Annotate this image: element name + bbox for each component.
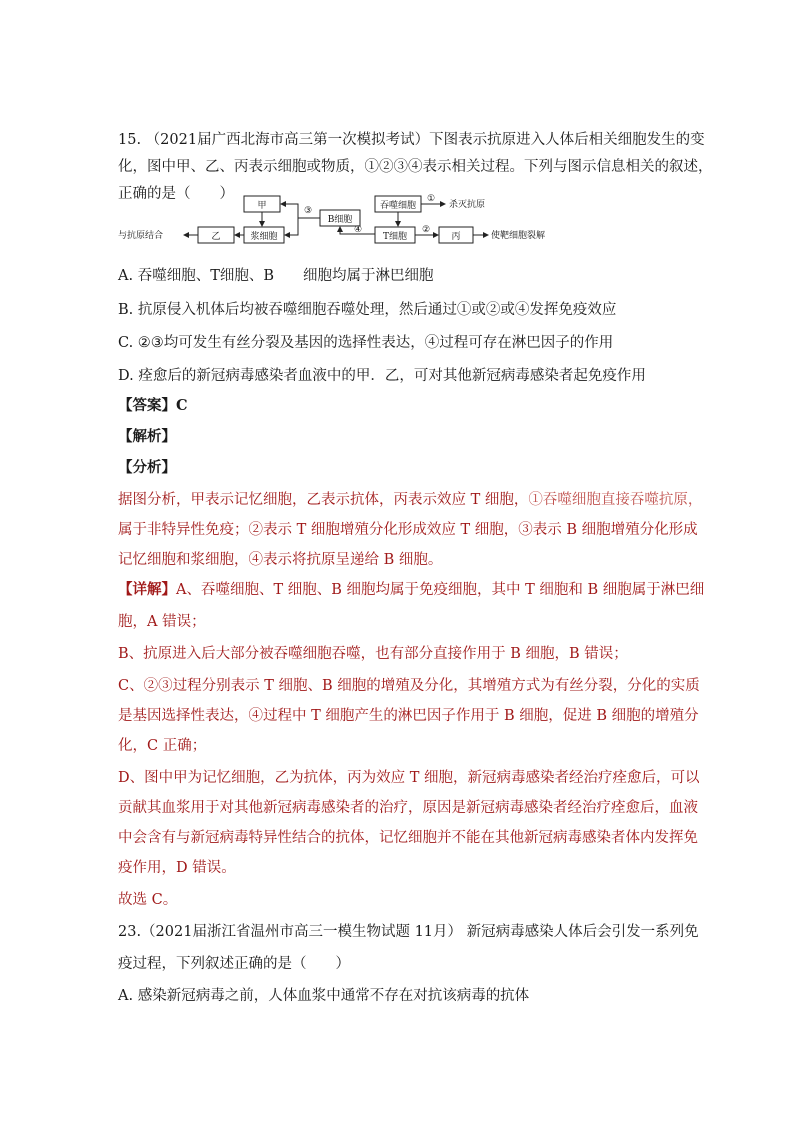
label-p3: ③	[303, 206, 313, 216]
arrow-b-plasma	[285, 218, 298, 235]
analysis-line-2: 属于非特异性免疫；②表示 T 细胞增殖分化形成效应 T 细胞，③表示 B 细胞增殖分化形成	[118, 522, 698, 538]
analysis-line-3: 记忆细胞和浆细胞，④表示将抗原呈递给 B 细胞。	[118, 552, 443, 568]
q23-option-a: A. 感染新冠病毒之前，人体血浆中通常不存在对抗该病毒的抗体	[118, 988, 530, 1004]
label-lyse-target: 使靶细胞裂解	[491, 231, 546, 241]
label-phagocyte: 吞噬细胞	[379, 201, 417, 211]
detail-line-1	[118, 580, 705, 600]
immune-process-diagram	[118, 190, 548, 250]
q15-stem-line-2: 化，图中甲、乙、丙表示细胞或物质，①②③④表示相关过程。下列与图示信息相关的叙述，	[118, 159, 713, 175]
detail-line-8: 贡献其血浆用于对其他新冠病毒感染者的治疗，原因是新冠病毒感染者经治疗痊愈后，血液	[118, 800, 698, 816]
label-yi: 乙	[211, 232, 221, 242]
detail-line-6: 化，C 正确；	[118, 738, 207, 754]
q23-stem-line-1: 23.（2021届浙江省温州市高三一模生物试题 11月） 新冠病毒感染人体后会引发一系列免	[118, 924, 699, 940]
label-kill-antigen: 杀灭抗原	[449, 200, 486, 210]
q15-option-d: D. 痊愈后的新冠病毒感染者血液中的甲．乙，可对其他新冠病毒感染者起免疫作用	[118, 368, 646, 384]
detail-line-10: 疫作用，D 错误。	[118, 860, 236, 876]
detail-line-4: C、②③过程分别表示 T 细胞、B 细胞的增殖及分化，其增殖方式为有丝分裂，分化的实质	[118, 678, 700, 694]
q15-stem-line-3: 正确的是（ ）	[118, 186, 234, 202]
label-p1: ①	[426, 194, 436, 204]
label-bind-antigen: 与抗原结合	[118, 231, 164, 241]
jiexi-label: 【解析】	[118, 428, 176, 445]
detail-line-7: D、图中甲为记忆细胞，乙为抗体，丙为效应 T 细胞，新冠病毒感染者经治疗痊愈后，可以	[118, 770, 700, 786]
detail-line-5: 是基因选择性表达，④过程中 T 细胞产生的淋巴因子作用于 B 细胞，促进 B 细胞的增殖分	[118, 708, 699, 724]
label-p4: ④	[353, 225, 363, 235]
analysis-line-1-highlight: ①吞噬细胞直接吞噬抗原，	[528, 492, 703, 508]
label-t-cell: T细胞	[382, 232, 408, 242]
analysis-line-1-main: 据图分析，甲表示记忆细胞，乙表示抗体，丙表示效应 T 细胞，	[118, 492, 529, 508]
label-jia: 甲	[257, 201, 267, 211]
q23-stem-line-2: 疫过程，下列叙述正确的是（ ）	[118, 956, 350, 972]
q15-option-b: B. 抗原侵入机体后均被吞噬细胞吞噬处理，然后通过①或②或④发挥免疫效应	[118, 302, 617, 318]
answer-label: 【答案】C	[118, 397, 188, 414]
detail-line-2: 胞，A 错误；	[118, 614, 206, 630]
label-bing: 丙	[451, 232, 461, 242]
detail-line-3: B、抗原进入后大部分被吞噬细胞吞噬，也有部分直接作用于 B 细胞，B 错误；	[118, 646, 628, 662]
label-p2: ②	[421, 225, 431, 235]
q15-option-a: A. 吞噬细胞、T细胞、B 细胞均属于淋巴细胞	[118, 268, 434, 284]
detail-line-9: 中会含有与新冠病毒特异性结合的抗体，记忆细胞并不能在其他新冠病毒感染者体内发挥免	[118, 830, 698, 846]
label-plasma-cell: 浆细胞	[250, 232, 278, 242]
detail-label: 【详解】	[118, 581, 176, 598]
fenxi-label: 【分析】	[118, 459, 176, 476]
q15-option-c: C. ②③均可发生有丝分裂及基因的选择性表达，④过程可存在淋巴因子的作用	[118, 335, 614, 351]
q15-stem-line-1: 15. （2021届广西北海市高三第一次模拟考试）下图表示抗原进入人体后相关细胞发生的变	[118, 132, 705, 148]
analysis-line-1	[118, 490, 703, 510]
arrow-b-jia	[281, 204, 320, 218]
label-b-cell: B细胞	[327, 215, 353, 225]
detail-line-1-text: A、吞噬细胞、T 细胞、B 细胞均属于免疫细胞，其中 T 细胞和 B 细胞属于淋巴细	[176, 582, 705, 598]
conclusion-line: 故选 C。	[118, 892, 178, 908]
